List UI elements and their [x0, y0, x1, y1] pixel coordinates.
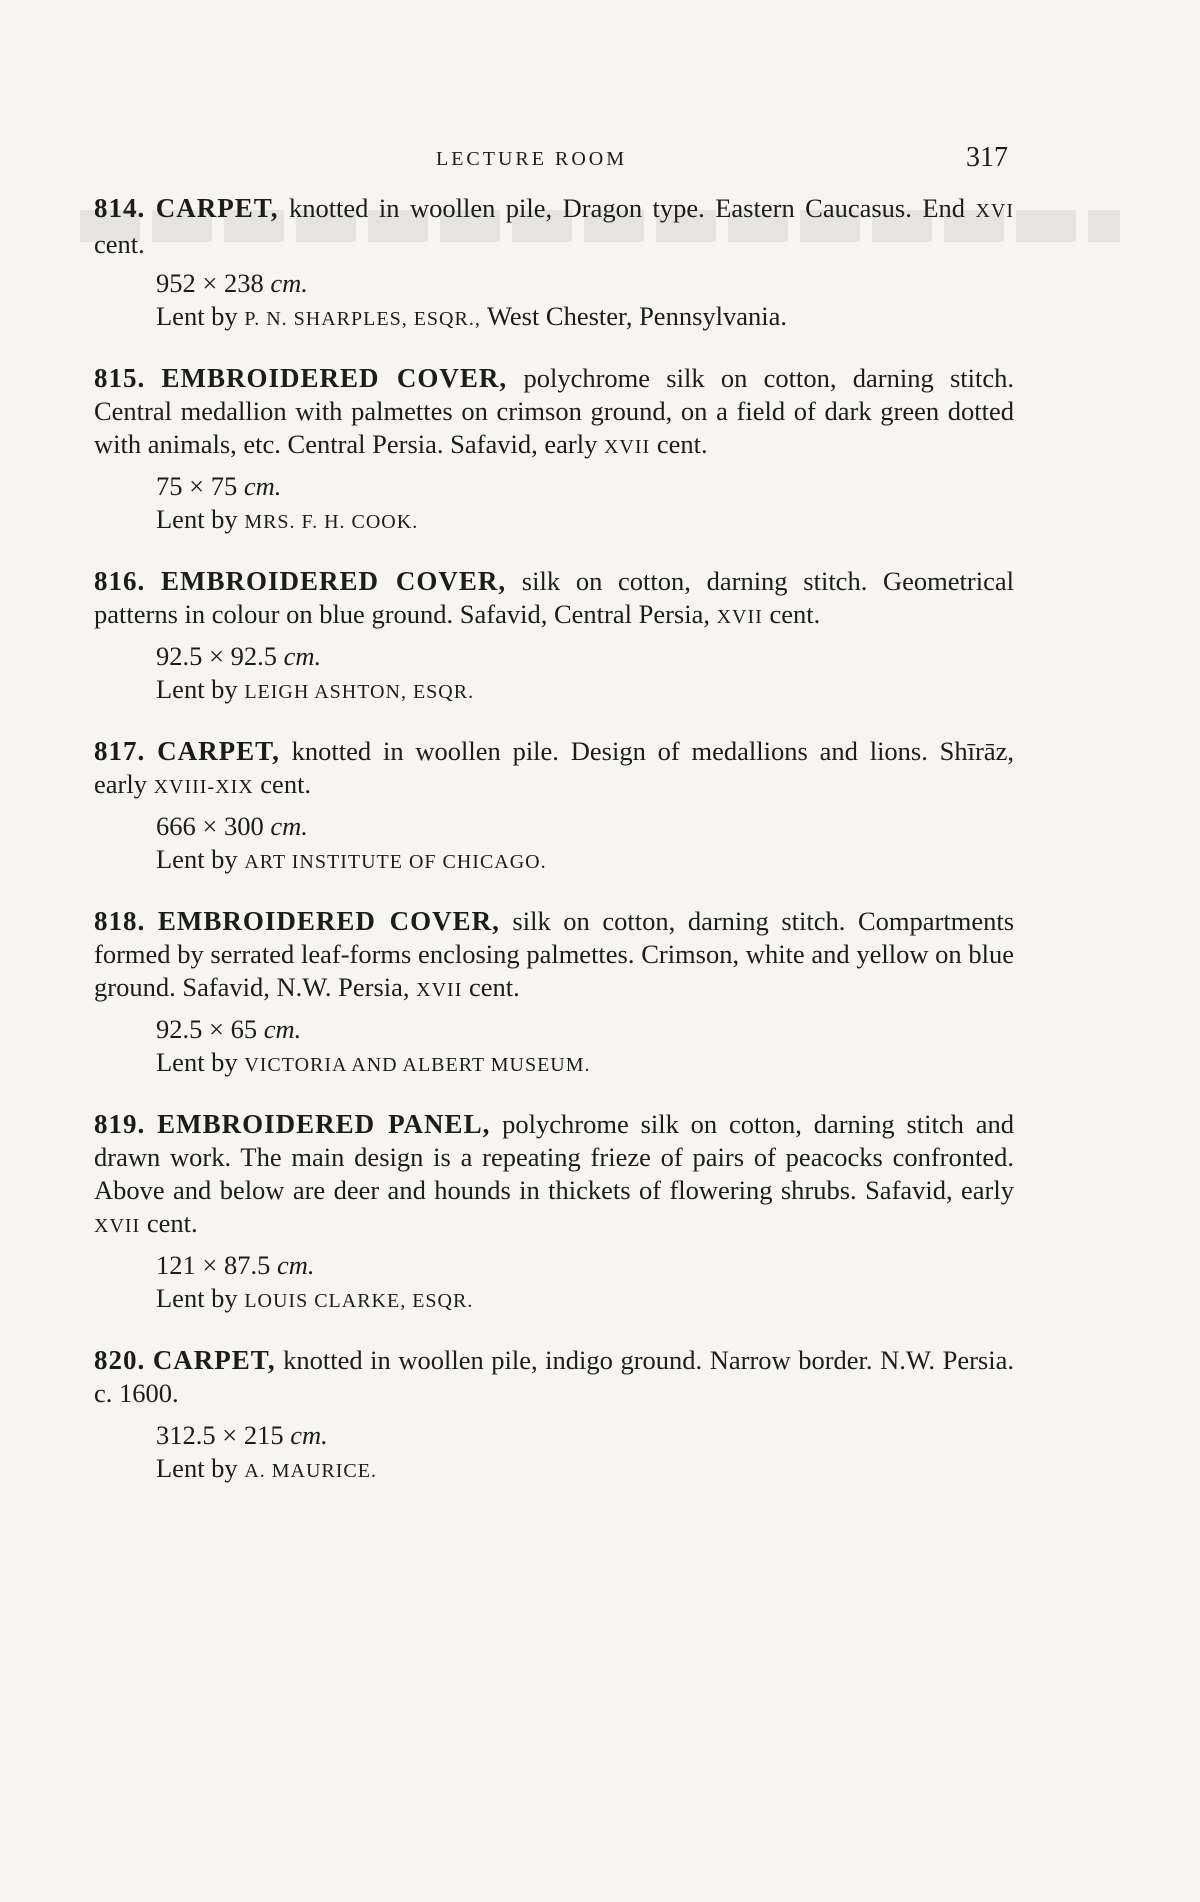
page-number: 317	[966, 142, 1008, 173]
lender-name: MRS. F. H. COOK.	[244, 511, 419, 533]
entry-period: XVII	[603, 436, 651, 458]
entry-dimensions	[156, 267, 1014, 300]
lender-name: LEIGH ASHTON, ESQR.	[244, 681, 475, 703]
entry-title: CARPET,	[155, 193, 279, 223]
entry-text	[94, 905, 1014, 1007]
catalogue-entry	[94, 362, 1014, 539]
entry-lender	[156, 673, 1014, 709]
catalogue-entry	[94, 1108, 1014, 1318]
entry-text	[94, 1108, 1014, 1243]
entry-period: XVIII-XIX	[153, 776, 254, 798]
lent-by-label: Lent by	[156, 674, 245, 704]
entry-dimensions	[156, 1013, 1014, 1046]
entry-dimensions	[156, 470, 1014, 503]
catalogue-entry	[94, 565, 1014, 709]
entry-title: EMBROIDERED COVER,	[161, 363, 508, 393]
dimension-unit: cm.	[263, 1014, 302, 1044]
entry-number: 818.	[94, 906, 146, 936]
entry-dimensions	[156, 1419, 1014, 1452]
dimension-unit: cm.	[276, 1250, 315, 1280]
entry-period: XVI	[975, 200, 1015, 222]
entry-lender	[156, 843, 1014, 879]
entry-number: 814.	[94, 193, 146, 223]
entry-period-tail: cent.	[94, 229, 145, 259]
entry-title: CARPET,	[152, 1345, 276, 1375]
dimension-value: 121 × 87.5	[156, 1250, 271, 1280]
catalogue-entry	[94, 735, 1014, 879]
catalogue-entry	[94, 905, 1014, 1082]
entry-text	[94, 192, 1014, 261]
entry-lender	[156, 1046, 1014, 1082]
entry-number: 817.	[94, 736, 146, 766]
entry-period-tail: cent.	[650, 429, 708, 459]
entry-number: 820.	[94, 1345, 146, 1375]
entry-number: 815.	[94, 363, 146, 393]
lent-by-label: Lent by	[156, 504, 245, 534]
entry-lender	[156, 300, 1014, 336]
entry-dimensions	[156, 810, 1014, 843]
entry-period: XVII	[716, 606, 763, 628]
lent-by-label: Lent by	[156, 1453, 245, 1483]
entry-description: silk on cotton, darning stitch. Geometrical patterns in colour on blue ground. Safavid, Central Persia,	[94, 566, 1014, 629]
running-head: LECTURE ROOM	[436, 148, 627, 170]
entry-number: 816.	[94, 566, 146, 596]
lender-name: VICTORIA AND ALBERT MUSEUM.	[244, 1054, 591, 1076]
dimension-value: 92.5 × 65	[156, 1014, 258, 1044]
dimension-unit: cm.	[243, 471, 282, 501]
entry-description: knotted in woollen pile, Dragon type. Eastern Caucasus. End	[278, 193, 976, 223]
entry-lender	[156, 503, 1014, 539]
entry-period: XVII	[94, 1215, 141, 1237]
entry-title: EMBROIDERED COVER,	[157, 906, 500, 936]
lender-name: LOUIS CLARKE, ESQR.	[244, 1290, 474, 1312]
lent-by-label: Lent by	[156, 1283, 245, 1313]
catalogue-entries	[94, 192, 1014, 1514]
entry-period-tail: cent.	[253, 769, 312, 799]
entry-period-tail: cent.	[762, 599, 821, 629]
entry-description: silk on cotton, darning stitch. Compartments formed by serrated leaf-forms enclosing palmettes. Crimson, white and yellow on blue ground. Safavid, N.W. Persia,	[94, 906, 1015, 1002]
entry-period: XVII	[416, 979, 463, 1001]
lender-name: ART INSTITUTE OF CHICAGO.	[244, 851, 547, 873]
entry-text	[94, 735, 1014, 804]
lent-by-label: Lent by	[156, 844, 245, 874]
dimension-unit: cm.	[270, 268, 308, 298]
catalogue-entry	[94, 1344, 1014, 1488]
entry-description: polychrome silk on cotton, darning stitch and drawn work. The main design is a repeating frieze of pairs of peacocks confronted. Above and below are deer and hounds in thickets of flowering shrubs. Safavid, early	[94, 1109, 1014, 1205]
entry-text	[94, 1344, 1014, 1413]
catalogue-entry	[94, 192, 1014, 336]
entry-dimensions	[156, 640, 1014, 673]
entry-text	[94, 565, 1014, 634]
lender-name: P. N. SHARPLES, ESQR.,	[244, 308, 481, 330]
dimension-value: 952 × 238	[156, 268, 264, 298]
entry-title: EMBROIDERED PANEL,	[157, 1109, 491, 1139]
dimension-unit: cm.	[290, 1420, 328, 1450]
entry-number: 819.	[94, 1109, 146, 1139]
entry-text	[94, 362, 1014, 464]
entry-title: CARPET,	[157, 736, 280, 766]
entry-lender	[156, 1282, 1014, 1318]
entry-period-tail: cent.	[462, 972, 520, 1002]
dimension-value: 92.5 × 92.5	[156, 641, 277, 671]
dimension-value: 75 × 75	[156, 471, 238, 501]
lent-by-label: Lent by	[156, 1047, 245, 1077]
dimension-value: 666 × 300	[156, 811, 264, 841]
dimension-value: 312.5 × 215	[156, 1420, 284, 1450]
dimension-unit: cm.	[270, 811, 308, 841]
dimension-unit: cm.	[283, 641, 322, 671]
entry-description: knotted in woollen pile, indigo ground. Narrow border. N.W. Persia. c. 1600.	[94, 1345, 1014, 1408]
lent-by-label: Lent by	[156, 301, 245, 331]
lender-location: West Chester, Pennsylvania.	[480, 301, 788, 331]
entry-dimensions	[156, 1249, 1014, 1282]
entry-lender	[156, 1452, 1014, 1488]
entry-description: polychrome silk on cotton, darning stitch. Central medallion with palmettes on crimson ground, on a field of dark green dotted with animals, etc. Central Persia. Safavid, early	[94, 363, 1014, 459]
lender-name: A. MAURICE.	[244, 1460, 377, 1482]
entry-period-tail: cent.	[140, 1208, 198, 1238]
entry-description: knotted in woollen pile. Design of medallions and lions. Shīrāz, early	[94, 736, 1015, 799]
entry-title: EMBROIDERED COVER,	[160, 566, 507, 596]
page-header	[94, 142, 1014, 176]
